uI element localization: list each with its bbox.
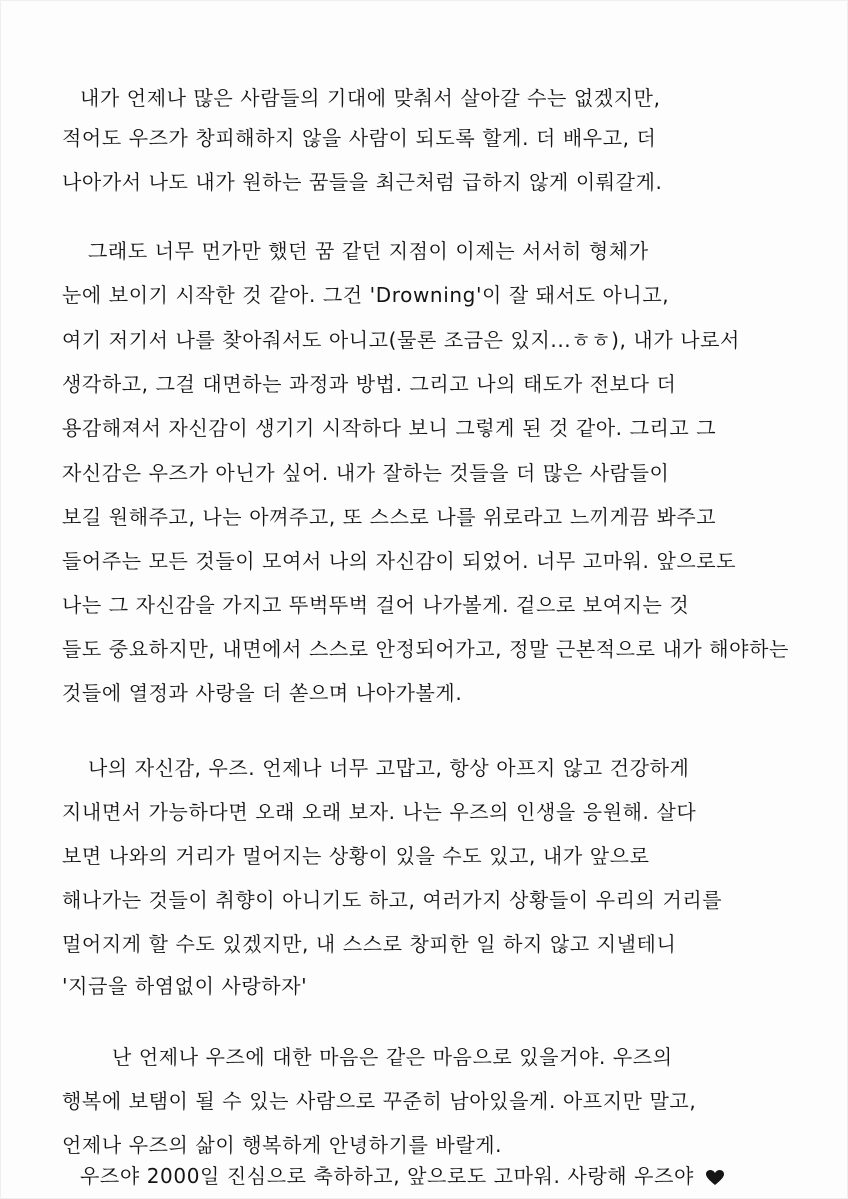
letter-line: 여기 저기서 나를 찾아줘서도 아니고(물론 조금은 있지...ㅎㅎ), 내가 나로서 (62, 328, 740, 352)
letter-line: 나아가서 나도 내가 원하는 꿈들을 최근처럼 급하지 않게 이뤄갈게. (62, 170, 663, 194)
letter-line: 내가 언제나 많은 사람들의 기대에 맞춰서 살아갈 수는 없겠지만, (80, 86, 661, 110)
closing-line-wrap (80, 1162, 724, 1190)
letter-line: 적어도 우즈가 창피해하지 않을 사람이 되도록 할게. 더 배우고, 더 (62, 126, 657, 150)
letter-line: 보길 원해주고, 나는 아껴주고, 또 스스로 나를 위로라고 느끼게끔 봐주고 (62, 505, 717, 529)
letter-line: 나의 자신감, 우즈. 언제나 너무 고맙고, 항상 아프지 않고 건강하게 (88, 756, 690, 780)
letter-line: 생각하고, 그걸 대면하는 과정과 방법. 그리고 나의 태도가 전보다 더 (62, 372, 677, 396)
letter-line: 보면 나와의 거리가 멀어지는 상황이 있을 수도 있고, 내가 앞으로 (62, 844, 650, 868)
letter-line: 용감해져서 자신감이 생기기 시작하다 보니 그렇게 된 것 같아. 그리고 그 (62, 416, 717, 440)
letter-line: 그래도 너무 먼가만 했던 꿈 같던 지점이 이제는 서서히 형체가 (88, 239, 649, 263)
letter-line: 자신감은 우즈가 아닌가 싶어. 내가 잘하는 것들을 더 많은 사람들이 (62, 461, 670, 485)
letter-line: 해나가는 것들이 취향이 아니기도 하고, 여러가지 상황들이 우리의 거리를 (62, 888, 723, 912)
letter-line: 멀어지게 할 수도 있겠지만, 내 스스로 창피한 일 하지 않고 지낼테니 (62, 932, 677, 956)
letter-line: 들어주는 모든 것들이 모여서 나의 자신감이 되었어. 너무 고마워. 앞으로도 (62, 549, 737, 573)
heart-icon (706, 1170, 724, 1186)
letter-line: 나는 그 자신감을 가지고 뚜벅뚜벅 걸어 나가볼게. 겉으로 보여지는 것 (62, 593, 690, 617)
letter-line: 언제나 우즈의 삶이 행복하게 안녕하기를 바랄게. (62, 1133, 503, 1157)
closing-line: 우즈야 2000일 진심으로 축하하고, 앞으로도 고마워. 사랑해 우즈야 (80, 1164, 694, 1188)
letter-line: 눈에 보이기 시작한 것 같아. 그건 'Drowning'이 잘 돼서도 아니고, (62, 283, 670, 307)
letter-line: 행복에 보탬이 될 수 있는 사람으로 꾸준히 남아있을게. 아프지만 말고, (62, 1089, 697, 1113)
letter-line: 들도 중요하지만, 내면에서 스스로 안정되어가고, 정말 근본적으로 내가 해야하는 (62, 637, 789, 661)
letter-line: 난 언제나 우즈에 대한 마음은 같은 마음으로 있을거야. 우즈의 (112, 1045, 673, 1069)
letter-line: 지내면서 가능하다면 오래 오래 보자. 나는 우즈의 인생을 응원해. 살다 (62, 800, 697, 824)
letter-line: '지금을 하염없이 사랑하자' (62, 974, 308, 998)
letter-line: 것들에 열정과 사랑을 더 쏟으며 나아가볼게. (62, 681, 463, 705)
